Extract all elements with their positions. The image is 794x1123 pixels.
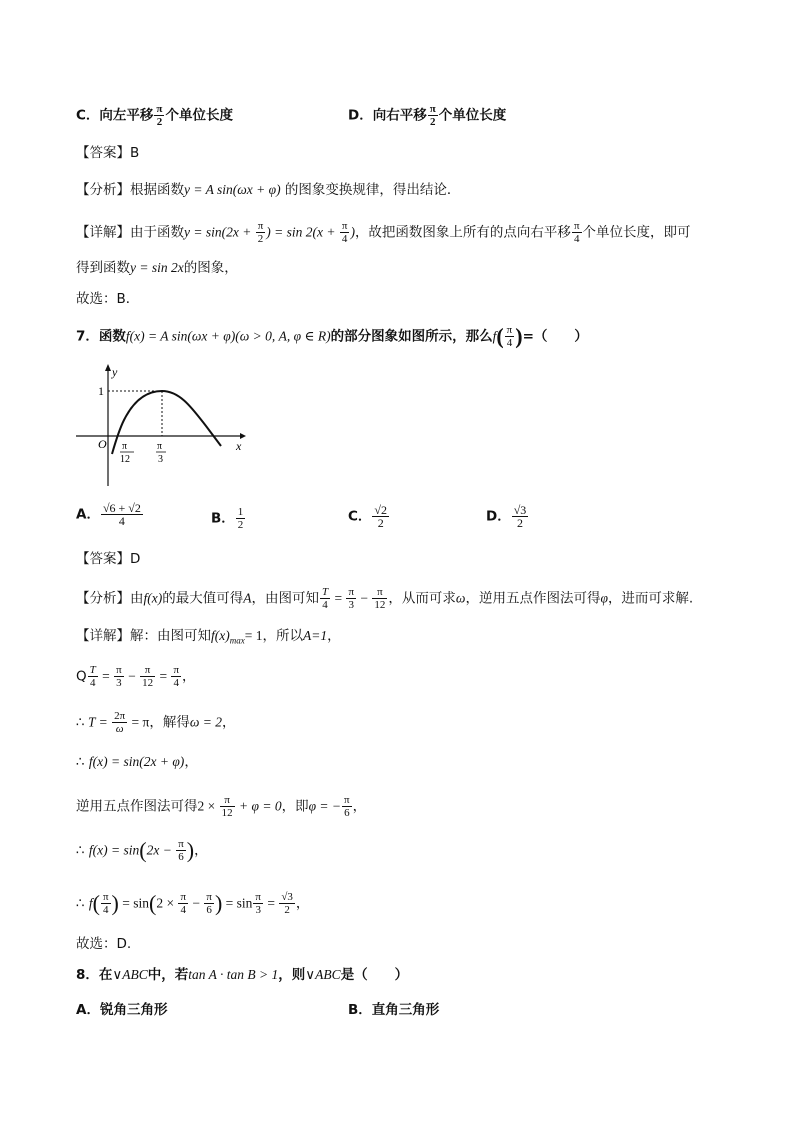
q6-analysis: 【分析】根据函数y = A sin(ωx + φ) 的图象变换规律，得出结论． [76, 182, 461, 198]
fraction: $\frac{\pi}{12}$ [142, 664, 154, 689]
q7-option-c[interactable]: C． $\frac{√2}{2}$ [348, 503, 388, 530]
q7-detail-line4: ∴ f(x) = sin(2x + φ)， [76, 754, 198, 770]
fraction: $\frac{\pi}{6}$ [178, 838, 184, 863]
y-axis-label: y [112, 365, 118, 379]
q7-detail-line1: 【详解】解：由图可知$f(x)_{max}= 1$，所以A=1， [76, 628, 341, 646]
sine-curve [112, 391, 221, 454]
q7-detail-line3: ∴ T = $\frac{2\pi}{\omega}$ = π，解得ω = 2， [76, 710, 236, 735]
fraction: $\frac{√3}{2}$ [513, 503, 527, 530]
q6-option-c[interactable]: C．向左平移 $\frac{\pi}{2}$ 个单位长度 [76, 103, 233, 128]
q7-detail-line7: ∴ f( $\frac{\pi}{4}$ ) = sin(2 × $\frac{\pi}{4}$ − $\frac{\pi}{6}$ ) = sin $\frac{\pi}{3}$ = $\frac{√3}{2}$ ， [76, 890, 310, 916]
tick-label-pi-3-den: 3 [158, 454, 163, 465]
fraction: $\frac{2\pi}{\omega}$ [114, 710, 126, 735]
fraction: $\frac{\pi}{3}$ [255, 891, 261, 916]
q7-options [76, 502, 576, 542]
fraction: $\frac{T}{4}$ [321, 586, 329, 611]
q6-detail-line1: 【详解】由于函数y = sin(2x + $\frac{\pi}{2}$ ) = sin 2(x + $\frac{\pi}{4}$ )，故把函数图象上所有的点向右平移 $\frac{\pi}{4}$ 个单位长度，即可 [76, 220, 691, 245]
q7-option-b[interactable]: B． $\frac{1}{2}$ [211, 506, 244, 531]
fraction: $\frac{\pi}{4}$ [341, 220, 348, 245]
sine-graph [72, 362, 252, 492]
q6-choice: 故选：B． [76, 291, 140, 307]
q7-analysis: 【分析】由f(x)的最大值可得A，由图可知 $\frac{T}{4}$ = $\frac{\pi}{3}$ − $\frac{\pi}{12}$ ，从而可求ω，逆用五点作图法可得φ，进而可求解. [76, 586, 694, 611]
fraction: $\frac{\pi}{4}$ [102, 891, 109, 916]
fraction: $\frac{√3}{2}$ [281, 891, 293, 916]
peak-value-label: 1 [98, 384, 104, 398]
q7-answer: 【答案】D [76, 551, 141, 567]
fraction: $\frac{\pi}{6}$ [344, 794, 350, 819]
fraction: $\frac{\pi}{3}$ [348, 586, 355, 611]
fraction: $\frac{\pi}{6}$ [206, 891, 212, 916]
fraction: $\frac{T}{4}$ [89, 664, 96, 689]
q7-stem: 7．函数f(x) = A sin(ωx + φ)(ω > 0, A, φ ∈ R)的部分图象如图所示，那么f( $\frac{\pi}{4}$ )=（ ） [76, 323, 588, 349]
fraction: $\frac{\pi}{4}$ [173, 664, 180, 689]
x-axis-label: x [236, 439, 242, 453]
q6-answer: 【答案】B [76, 145, 140, 161]
y-axis-arrow [105, 364, 111, 371]
q8-option-b[interactable]: B．直角三角形 [348, 1002, 440, 1018]
fraction: $\frac{\pi}{4}$ [573, 220, 580, 245]
fraction: $\frac{\pi}{12}$ [374, 586, 386, 611]
fraction: $\frac{\pi}{4}$ [180, 891, 187, 916]
q8-options [76, 998, 576, 1038]
tick-label-pi-12-num: π [122, 441, 128, 452]
fraction: $\frac{\pi}{2}$ [257, 220, 264, 245]
q8-option-a[interactable]: A．锐角三角形 [76, 1002, 168, 1018]
fraction: $\frac{\pi}{2}$ [156, 103, 163, 128]
origin-label: O [98, 437, 107, 451]
q7-detail-line2: Q $\frac{T}{4}$ = $\frac{\pi}{3}$ − $\frac{\pi}{12}$ = $\frac{\pi}{4}$ ， [76, 664, 196, 689]
q7-option-a[interactable]: A． $\frac{√6 + √2}{4}$ [76, 501, 141, 528]
fraction: $\frac{1}{2}$ [237, 506, 244, 531]
fraction: $\frac{√6 + √2}{4}$ [102, 501, 141, 528]
q6-detail-line2: 得到函数y = sin 2x的图象， [76, 260, 238, 276]
q7-choice: 故选：D. [76, 936, 132, 952]
q7-detail-line5: 逆用五点作图法可得2 × $\frac{\pi}{12}$ + φ = 0，即φ = − $\frac{\pi}{6}$ ， [76, 794, 367, 819]
q7-detail-line6: ∴ f(x) = sin(2x − $\frac{\pi}{6}$ )， [76, 837, 208, 863]
q8-stem: 8．在∨ABC中，若tan A · tan B > 1，则∨ABC是（ ） [76, 967, 409, 983]
fraction: $\frac{\pi}{3}$ [116, 664, 122, 689]
fraction: $\frac{\pi}{2}$ [429, 103, 436, 128]
tick-label-pi-12-den: 12 [120, 454, 130, 465]
q7-option-d[interactable]: D． $\frac{√3}{2}$ [486, 503, 527, 530]
fraction: $\frac{\pi}{12}$ [221, 794, 233, 819]
fraction: $\frac{\pi}{4}$ [506, 324, 513, 349]
q6-option-d[interactable]: D．向右平移 $\frac{\pi}{2}$ 个单位长度 [348, 103, 507, 128]
fraction: $\frac{√2}{2}$ [374, 503, 388, 530]
tick-label-pi-3-num: π [157, 441, 163, 452]
